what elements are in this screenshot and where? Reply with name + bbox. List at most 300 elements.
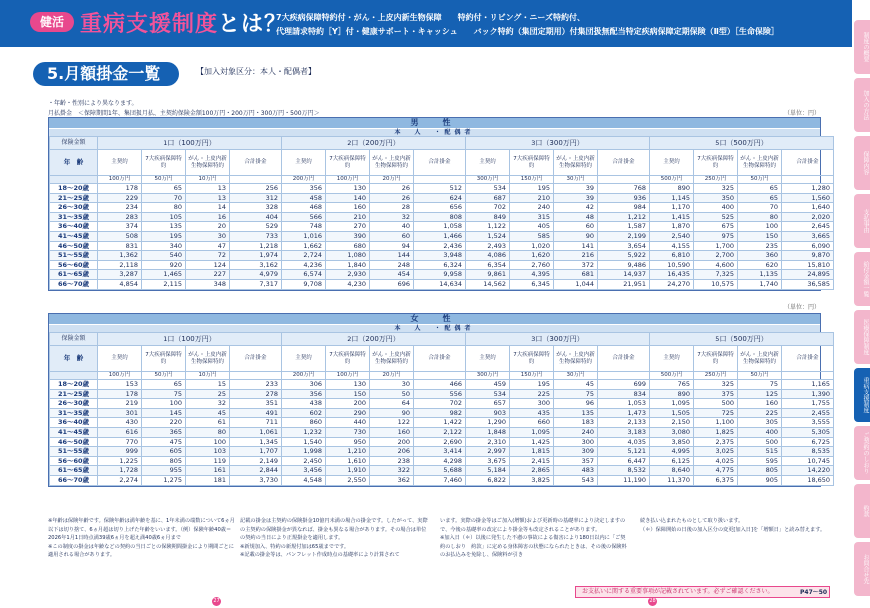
premium-cell: 315	[510, 212, 554, 222]
plan-amount: 口（200万円）	[351, 334, 400, 343]
premium-cell: 15	[186, 380, 230, 390]
premium-cell: 1,225	[98, 456, 142, 466]
premium-cell: 3,825	[510, 475, 554, 485]
column-header: 7大疾病保障特約	[694, 150, 738, 176]
coverage-amount: 50万円	[142, 176, 186, 184]
premium-cell: 515	[738, 447, 782, 457]
column-header: 合計掛金	[414, 346, 466, 372]
page-title-main: 重病支援制度	[80, 12, 219, 37]
premium-cell: 25	[186, 389, 230, 399]
premium-cell: 566	[282, 212, 326, 222]
subject-header: 本 人 ・配偶者	[49, 324, 820, 332]
premium-cell: 18,650	[782, 475, 834, 485]
premium-cell: 2,375	[694, 437, 738, 447]
premium-cell: 135	[142, 222, 186, 232]
premium-cell: 356	[282, 389, 326, 399]
premium-cell: 5,184	[466, 466, 510, 476]
page-number-right: 28	[649, 598, 656, 604]
premium-cell: 2,199	[598, 231, 650, 241]
premium-cell: 145	[142, 408, 186, 418]
premium-cell: 21,951	[598, 279, 650, 289]
table-row	[50, 260, 834, 270]
premium-cell: 1,910	[326, 466, 370, 476]
premium-cell: 656	[414, 203, 466, 213]
age-band: 66〜70歳	[50, 475, 98, 485]
premium-cell: 1,815	[510, 447, 554, 457]
premium-cell: 4,854	[98, 279, 142, 289]
premium-cell: 2,865	[510, 466, 554, 476]
premium-cell: 13	[186, 184, 230, 194]
premium-cell: 1,290	[466, 418, 510, 428]
premium-cell: 7,460	[414, 475, 466, 485]
premium-cell: 10,590	[650, 260, 694, 270]
premium-cell: 483	[554, 466, 598, 476]
premium-cell: 770	[98, 437, 142, 447]
coverage-amount: 50万円	[738, 372, 782, 380]
premium-cell: 7,325	[694, 270, 738, 280]
column-header: 合計掛金	[782, 346, 834, 372]
side-tab[interactable]: 医療保障制度	[854, 310, 870, 364]
premium-cell: 50	[370, 389, 414, 399]
premium-cell: 1,135	[738, 270, 782, 280]
age-band: 18〜20歳	[50, 184, 98, 194]
premium-cell: 3,948	[414, 251, 466, 261]
premium-cell: 2,436	[414, 241, 466, 251]
premium-cell: 10,745	[782, 456, 834, 466]
premium-cell: 160	[326, 203, 370, 213]
premium-cell: 733	[230, 231, 282, 241]
premium-cell: 3,456	[282, 466, 326, 476]
age-band: 36〜40歳	[50, 222, 98, 232]
premium-cell: 390	[326, 231, 370, 241]
premium-cell: 42	[554, 203, 598, 213]
premium-cell: 491	[230, 408, 282, 418]
premium-cell: 119	[186, 456, 230, 466]
premium-cell: 999	[98, 447, 142, 457]
premium-cell: 348	[186, 279, 230, 289]
premium-cell: 357	[554, 456, 598, 466]
premium-cell: 702	[466, 203, 510, 213]
insured-amount-header: 保険金額	[50, 137, 98, 150]
premium-cell: 2,149	[230, 456, 282, 466]
table-row	[50, 193, 834, 203]
premium-grid	[49, 332, 834, 486]
premium-cell: 13	[186, 193, 230, 203]
premium-cell: 404	[230, 212, 282, 222]
premium-grid	[49, 136, 834, 290]
premium-cell: 890	[650, 389, 694, 399]
age-band: 41〜45歳	[50, 231, 98, 241]
plan-header	[466, 333, 650, 346]
plan-header	[282, 137, 466, 150]
premium-cell: 6,822	[466, 475, 510, 485]
age-band: 56〜60歳	[50, 260, 98, 270]
side-tab[interactable]: 支払事由	[854, 194, 870, 248]
column-header: 7大疾病保障特約	[142, 150, 186, 176]
premium-cell: 1,640	[782, 203, 834, 213]
premium-cell: 305	[738, 418, 782, 428]
premium-cell: 696	[370, 279, 414, 289]
premium-cell: 8,532	[598, 466, 650, 476]
premium-cell: 435	[510, 408, 554, 418]
table-row	[50, 222, 834, 232]
premium-cell: 468	[282, 203, 326, 213]
premium-cell: 1,280	[782, 184, 834, 194]
age-band: 46〜50歳	[50, 241, 98, 251]
premium-cell: 351	[230, 399, 282, 409]
premium-cell: 4,086	[466, 251, 510, 261]
premium-cell: 3,730	[230, 475, 282, 485]
premium-cell: 24,270	[650, 279, 694, 289]
premium-cell: 270	[326, 222, 370, 232]
premium-cell: 3,080	[650, 427, 694, 437]
premium-cell: 45	[186, 408, 230, 418]
premium-cell: 256	[230, 184, 282, 194]
premium-cell: 616	[98, 427, 142, 437]
column-header: 7大疾病保障特約	[510, 150, 554, 176]
premium-cell: 3,162	[230, 260, 282, 270]
premium-cell: 80	[186, 427, 230, 437]
premium-cell: 620	[738, 260, 782, 270]
premium-cell: 140	[326, 193, 370, 203]
premium-cell: 14	[186, 203, 230, 213]
premium-cell: 905	[738, 475, 782, 485]
table-row	[50, 203, 834, 213]
age-band: 31〜35歳	[50, 408, 98, 418]
premium-cell: 405	[510, 222, 554, 232]
premium-cell: 105	[142, 212, 186, 222]
premium-cell: 699	[598, 380, 650, 390]
premium-cell: 805	[142, 456, 186, 466]
side-tab[interactable]: ご契約のしおり	[854, 426, 870, 480]
important-notice-bar: お支払いに関する重要事項が記載されています。必ずご確認ください。	[575, 586, 830, 598]
premium-cell: 300	[510, 399, 554, 409]
premium-cell: 1,524	[466, 231, 510, 241]
column-header: がん・上皮内新生物保障特約	[554, 150, 598, 176]
premium-cell: 195	[510, 184, 554, 194]
premium-cell: 312	[230, 193, 282, 203]
column-header: 合計掛金	[230, 346, 282, 372]
side-tab[interactable]: 保障内容	[854, 136, 870, 190]
premium-cell: 70	[142, 193, 186, 203]
table-row	[50, 399, 834, 409]
age-band: 51〜55歳	[50, 251, 98, 261]
plan-units: 1	[163, 334, 168, 343]
premium-cell: 75	[554, 389, 598, 399]
premium-cell: 2,122	[414, 427, 466, 437]
column-header: 合計掛金	[414, 150, 466, 176]
age-band: 61〜65歳	[50, 466, 98, 476]
premium-cell: 3,287	[98, 270, 142, 280]
premium-cell: 1,700	[694, 241, 738, 251]
premium-cell: 1,122	[466, 222, 510, 232]
premium-cell: 1,610	[326, 456, 370, 466]
premium-cell: 32	[370, 212, 414, 222]
column-header: 主契約	[98, 150, 142, 176]
premium-cell: 325	[694, 380, 738, 390]
premium-cell: 3,183	[598, 427, 650, 437]
premium-cell: 466	[414, 380, 466, 390]
column-header: 合計掛金	[230, 150, 282, 176]
gender-header: 男 性	[49, 118, 820, 128]
premium-cell: 14,562	[466, 279, 510, 289]
premium-cell: 4,979	[230, 270, 282, 280]
premium-cell: 6,090	[782, 241, 834, 251]
page-reference[interactable]: P47〜50	[800, 589, 828, 596]
premium-cell: 283	[98, 212, 142, 222]
premium-cell: 831	[98, 241, 142, 251]
premium-cell: 3,675	[466, 456, 510, 466]
premium-cell: 540	[142, 251, 186, 261]
side-tab[interactable]: 約款	[854, 484, 870, 538]
plan-units: 3	[531, 334, 536, 343]
age-band: 41〜45歳	[50, 427, 98, 437]
premium-cell: 178	[98, 389, 142, 399]
side-tab[interactable]: 重病支援制度	[854, 368, 870, 422]
premium-cell: 500	[738, 437, 782, 447]
unit-label-male: （単位：円）	[783, 110, 820, 117]
premium-cell: 508	[98, 231, 142, 241]
premium-cell: 4,995	[650, 447, 694, 457]
premium-cell: 458	[282, 193, 326, 203]
premium-cell: 765	[650, 380, 694, 390]
premium-cell: 2,540	[650, 231, 694, 241]
premium-cell: 660	[510, 418, 554, 428]
premium-cell: 2,415	[510, 456, 554, 466]
premium-cell: 220	[142, 418, 186, 428]
premium-cell: 225	[510, 389, 554, 399]
premium-cell: 9,958	[414, 270, 466, 280]
premium-cell: 1,728	[98, 466, 142, 476]
premium-cell: 48	[554, 212, 598, 222]
premium-cell: 556	[414, 389, 466, 399]
premium-cell: 6,125	[650, 456, 694, 466]
premium-cell: 400	[694, 203, 738, 213]
premium-cell: 36,585	[782, 279, 834, 289]
male-premium-table	[48, 117, 831, 291]
premium-cell: 500	[694, 399, 738, 409]
age-header: 年 齢	[50, 346, 98, 372]
header-bar	[0, 0, 852, 47]
column-header: 7大疾病保障特約	[694, 346, 738, 372]
premium-cell: 6,810	[650, 251, 694, 261]
premium-cell: 512	[414, 184, 466, 194]
premium-cell: 903	[466, 408, 510, 418]
table-row	[50, 456, 834, 466]
premium-cell: 10,575	[694, 279, 738, 289]
premium-cell: 322	[370, 466, 414, 476]
page-title-suffix: とは？	[218, 12, 288, 37]
plan-header	[650, 333, 834, 346]
premium-cell: 2,550	[326, 475, 370, 485]
premium-cell: 400	[738, 427, 782, 437]
premium-cell: 124	[186, 260, 230, 270]
premium-cell: 711	[230, 418, 282, 428]
side-tab[interactable]: 加入の方法	[854, 78, 870, 132]
age-band: 46〜50歳	[50, 437, 98, 447]
age-band: 31〜35歳	[50, 212, 98, 222]
age-band: 26〜30歳	[50, 203, 98, 213]
coverage-amount: 250万円	[694, 176, 738, 184]
table-row	[50, 380, 834, 390]
column-header: 7大疾病保障特約	[510, 346, 554, 372]
plan-units: 5	[715, 138, 720, 147]
premium-cell: 2,150	[650, 418, 694, 428]
premium-cell: 725	[694, 408, 738, 418]
coverage-amount: 50万円	[142, 372, 186, 380]
premium-cell: 5,922	[598, 251, 650, 261]
premium-cell: 890	[650, 184, 694, 194]
premium-cell: 984	[598, 203, 650, 213]
premium-cell: 2,310	[466, 437, 510, 447]
premium-cell: 39	[554, 184, 598, 194]
premium-cell: 178	[98, 184, 142, 194]
premium-cell: 1,466	[414, 231, 466, 241]
premium-cell: 5,305	[782, 427, 834, 437]
side-tab[interactable]: お問合せ先	[854, 542, 870, 596]
column-header: がん・上皮内新生物保障特約	[370, 346, 414, 372]
premium-cell: 534	[466, 389, 510, 399]
premium-cell: 16,435	[650, 270, 694, 280]
premium-cell: 438	[282, 399, 326, 409]
premium-cell: 1,044	[554, 279, 598, 289]
column-header: 合計掛金	[782, 150, 834, 176]
premium-cell: 144	[370, 251, 414, 261]
premium-cell: 1,755	[782, 399, 834, 409]
premium-cell: 4,236	[282, 260, 326, 270]
premium-cell: 6,375	[694, 475, 738, 485]
premium-cell: 360	[738, 251, 782, 261]
premium-cell: 605	[142, 447, 186, 457]
side-tab[interactable]: 給付金額一覧	[854, 252, 870, 306]
premium-cell: 20	[186, 222, 230, 232]
premium-cell: 240	[510, 203, 554, 213]
premium-cell: 585	[510, 231, 554, 241]
premium-cell: 2,493	[466, 241, 510, 251]
premium-cell: 3,665	[782, 231, 834, 241]
coverage-amount: 250万円	[694, 372, 738, 380]
premium-cell: 2,724	[282, 251, 326, 261]
premium-cell: 2,690	[414, 437, 466, 447]
premium-cell: 982	[414, 408, 466, 418]
premium-cell: 1,390	[782, 389, 834, 399]
premium-cell: 529	[230, 222, 282, 232]
premium-cell: 75	[142, 389, 186, 399]
premium-cell: 1,662	[282, 241, 326, 251]
premium-cell: 15,810	[782, 260, 834, 270]
plan-amount: 口（300万円）	[535, 334, 584, 343]
premium-cell: 80	[142, 203, 186, 213]
premium-cell: 4,298	[414, 456, 466, 466]
premium-cell: 543	[554, 475, 598, 485]
premium-cell: 235	[738, 241, 782, 251]
premium-cell: 150	[326, 389, 370, 399]
premium-cell: 440	[326, 418, 370, 428]
premium-cell: 150	[738, 231, 782, 241]
premium-cell: 1,218	[230, 241, 282, 251]
coverage-amount: 10万円	[186, 176, 230, 184]
premium-cell: 325	[694, 184, 738, 194]
plan-units: 3	[531, 138, 536, 147]
page-number-left: 27	[213, 598, 220, 604]
coverage-amount: 150万円	[510, 176, 554, 184]
premium-cell: 301	[98, 408, 142, 418]
plan-amount: 口（200万円）	[351, 138, 400, 147]
table-row	[50, 427, 834, 437]
premium-cell: 805	[738, 466, 782, 476]
female-premium-table	[48, 313, 831, 487]
premium-cell: 200	[326, 399, 370, 409]
premium-cell: 248	[370, 260, 414, 270]
column-header: がん・上皮内新生物保障特約	[554, 346, 598, 372]
premium-cell: 6,345	[510, 279, 554, 289]
column-header: 7大疾病保障特約	[142, 346, 186, 372]
premium-cell: 375	[694, 389, 738, 399]
premium-cell: 100	[738, 222, 782, 232]
table-row	[50, 475, 834, 485]
premium-cell: 1,560	[782, 193, 834, 203]
premium-cell: 2,455	[782, 408, 834, 418]
side-tab[interactable]: 制度の概要	[854, 20, 870, 74]
premium-cell: 365	[142, 427, 186, 437]
premium-cell: 1,848	[466, 427, 510, 437]
premium-cell: 2,115	[142, 279, 186, 289]
column-header: 主契約	[650, 150, 694, 176]
premium-cell: 1,275	[142, 475, 186, 485]
premium-cell: 141	[554, 241, 598, 251]
premium-cell: 475	[142, 437, 186, 447]
premium-cell: 687	[466, 193, 510, 203]
plan-header	[282, 333, 466, 346]
column-header: 7大疾病保障特約	[326, 150, 370, 176]
premium-cell: 1,061	[230, 427, 282, 437]
premium-cell: 534	[466, 184, 510, 194]
premium-cell: 290	[326, 408, 370, 418]
table-row	[50, 231, 834, 241]
premium-cell: 72	[186, 251, 230, 261]
premium-cell: 90	[370, 408, 414, 418]
table-row	[50, 251, 834, 261]
premium-cell: 100	[142, 399, 186, 409]
coverage-amount: 200万円	[282, 372, 326, 380]
premium-cell: 2,645	[782, 222, 834, 232]
premium-cell: 849	[466, 212, 510, 222]
premium-cell: 195	[510, 380, 554, 390]
premium-cell: 950	[326, 437, 370, 447]
premium-cell: 834	[598, 389, 650, 399]
premium-cell: 200	[370, 437, 414, 447]
premium-cell: 65	[738, 193, 782, 203]
premium-cell: 808	[414, 212, 466, 222]
premium-cell: 624	[414, 193, 466, 203]
premium-cell: 1,145	[650, 193, 694, 203]
footnote-1: ※年齢は保険年齢です。保険年齢は満年齢を基に、1年未満の端数について6ヵ月以下は切り捨て、6ヵ月超は切り上げた年齢をいいます。（例）保険年齢40歳＝2026年1月1日時点満39歳6ヵ月を超え満40歳6ヵ月まで ※この制度の掛金は年齢などの契約の当日ごとの保険期間掛金により期間ごとに適用される場合があります。	[48, 518, 235, 559]
premium-cell: 4,230	[326, 279, 370, 289]
premium-cell: 14,634	[414, 279, 466, 289]
premium-cell: 1,210	[326, 447, 370, 457]
column-header: がん・上皮内新生物保障特約	[738, 346, 782, 372]
category-badge: 健活	[30, 12, 74, 32]
premium-cell: 454	[370, 270, 414, 280]
premium-cell: 3,850	[650, 437, 694, 447]
premium-cell: 362	[370, 475, 414, 485]
premium-cell: 2,844	[230, 466, 282, 476]
premium-cell: 1,020	[510, 241, 554, 251]
subject-header: 本 人 ・配偶者	[49, 128, 820, 136]
footnote-2: 記載の掛金は主契約の保険掛金10億円未満の場合の掛金です。したがって、実際の主契約の保険掛金が異なれば、掛金も異なる場合があります。その場合は単位の契約の当日により正規掛金を適用します。 ※新規加入、特約の新規付加は65歳までです。 ※記載の掛金等は、パンフレット作成時点の基礎率により計算されて	[240, 518, 428, 559]
footnote-3: います。実際の掛金等はご加入(増額)および更新時の基礎率により決定しますので、今後の基礎率の改定により掛金等も改定されることがあります。 ※加入日（＊）以後に発生した不慮の事故による傷害により180日以内に「ご契約のしおり 約款」に定める身体障害の状態になられたときは、その後の保険料のお払込みを免除し、保険料が引き	[440, 518, 627, 559]
unit-label-female: （単位：円）	[783, 304, 820, 311]
